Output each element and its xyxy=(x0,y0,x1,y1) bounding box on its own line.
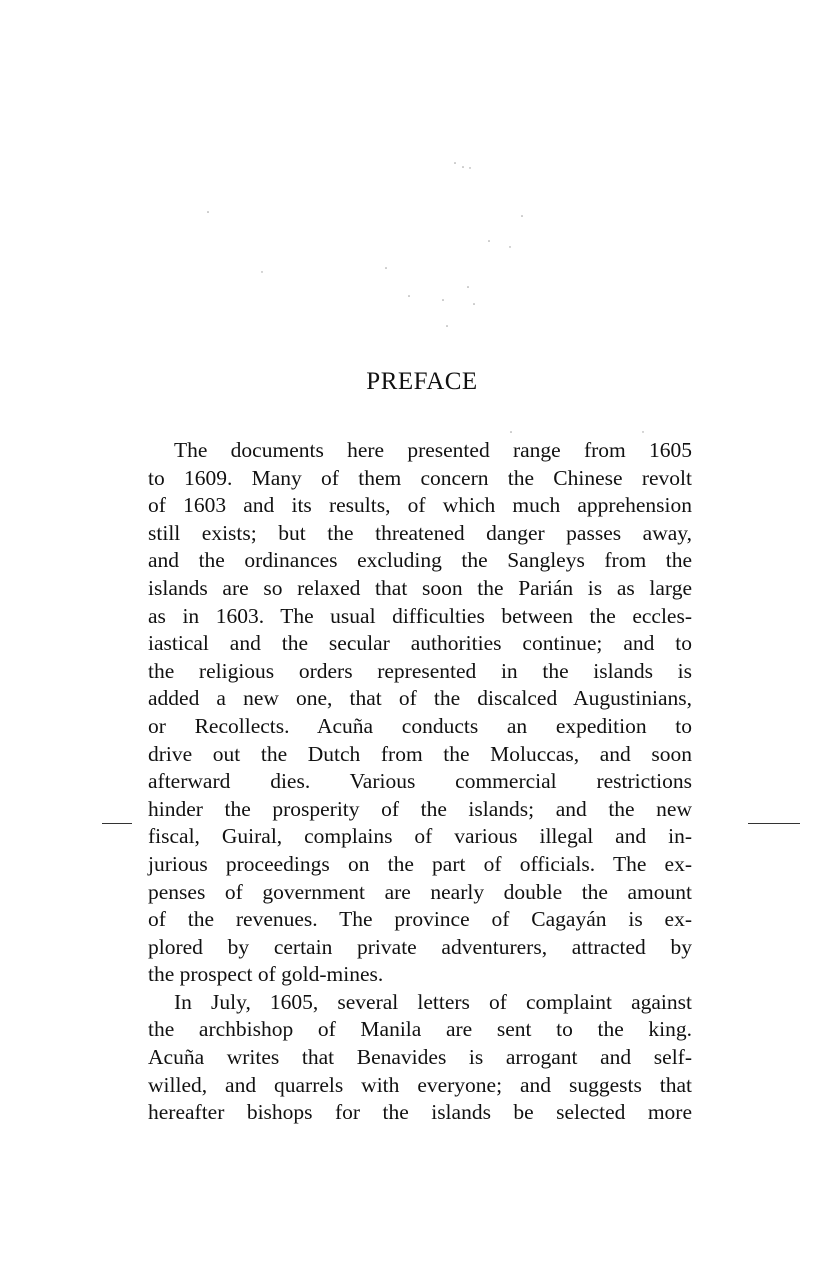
text-line: still exists; but the threatened danger passes away, xyxy=(148,520,692,545)
text-line: the prospect of gold-mines. xyxy=(148,962,384,987)
text-line: The documents here presented range from 1605 xyxy=(174,438,692,462)
text-line: as in 1603. The usual difficulties between the eccles- xyxy=(148,603,692,628)
text-line: of the revenues. The province of Cagayán is ex- xyxy=(148,907,692,932)
text-line: added a new one, that of the discalced Augustinians, xyxy=(148,686,692,711)
text-line: plored by certain private adventurers, attracted by xyxy=(148,934,692,959)
text-line: fiscal, Guiral, complains of various illegal and in- xyxy=(148,824,692,849)
text-line: the archbishop of Manila are sent to the king. xyxy=(148,1017,692,1042)
preface-body xyxy=(148,437,692,1127)
page-title: PREFACE xyxy=(366,368,478,395)
text-line: jurious proceedings on the part of officials. The ex- xyxy=(148,851,692,876)
text-line: of 1603 and its results, of which much apprehension xyxy=(148,493,692,518)
text-line: iastical and the secular authorities continue; and to xyxy=(148,631,692,656)
right-margin-rule xyxy=(748,823,800,824)
text-line: islands are so relaxed that soon the Parián is as large xyxy=(148,575,692,600)
text-line: penses of government are nearly double the amount xyxy=(148,879,692,904)
text-line: willed, and quarrels with everyone; and suggests that xyxy=(148,1072,692,1097)
text-line: to 1609. Many of them concern the Chinese revolt xyxy=(148,465,692,490)
text-line: and the ordinances excluding the Sangleys from the xyxy=(148,548,692,573)
text-line: the religious orders represented in the islands is xyxy=(148,658,692,683)
text-line: Acuña writes that Benavides is arrogant and self- xyxy=(148,1045,692,1070)
left-margin-rule xyxy=(102,823,132,824)
text-line: hinder the prosperity of the islands; and the new xyxy=(148,796,692,821)
text-line: drive out the Dutch from the Moluccas, and soon xyxy=(148,741,692,766)
text-line: afterward dies. Various commercial restrictions xyxy=(148,769,692,794)
text-line: In July, 1605, several letters of complaint against xyxy=(174,989,692,1014)
text-line: or Recollects. Acuña conducts an expedition to xyxy=(148,713,692,738)
text-line: hereafter bishops for the islands be selected more xyxy=(148,1100,692,1125)
